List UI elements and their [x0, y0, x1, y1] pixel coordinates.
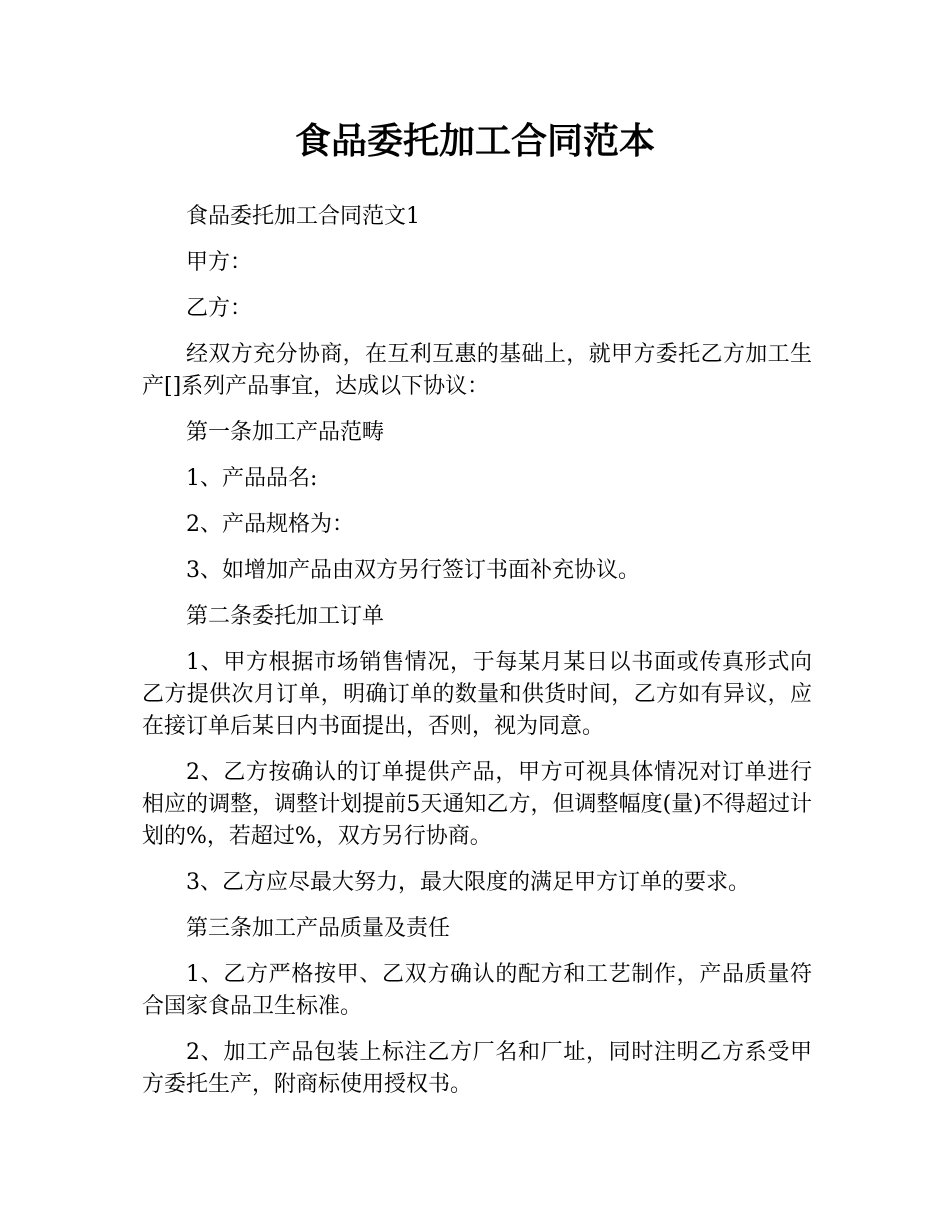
document-body [142, 201, 812, 1115]
document-title: 食品委托加工合同范本 [294, 121, 655, 162]
paragraph-heading: 食品委托加工合同范文1 [186, 204, 420, 229]
article-1-heading: 第一条加工产品范畴 [186, 420, 385, 445]
party-a-line: 甲方： [186, 250, 253, 275]
article-2-item-1: 1、甲方根据市场销售情况，于每某月某日以书面或传真形式向乙方提供次月订单，明确订单的数量和供货时间，乙方如有异议，应在接订单后某日内书面提出，否则，视为同意。 [142, 650, 812, 739]
article-3-heading: 第三条加工产品质量及责任 [186, 916, 451, 941]
article-3-item-1: 1、乙方严格按甲、乙双方确认的配方和工艺制作，产品质量符合国家食品卫生标准。 [142, 962, 812, 1019]
party-b-line: 乙方： [186, 296, 253, 321]
article-2-item-3: 3、乙方应尽最大努力，最大限度的满足甲方订单的要求。 [186, 870, 750, 895]
article-2-heading: 第二条委托加工订单 [186, 604, 385, 629]
article-1-item-3: 3、如增加产品由双方另行签订书面补充协议。 [186, 558, 640, 583]
article-2-item-2: 2、乙方按确认的订单提供产品，甲方可视具体情况对订单进行相应的调整，调整计划提前5天通知乙方，但调整幅度(量)不得超过计划的%，若超过%，双方另行协商。 [142, 760, 812, 849]
article-1-item-1: 1、产品品名: [186, 466, 318, 491]
preamble-paragraph: 经双方充分协商，在互利互惠的基础上，就甲方委托乙方加工生产[]系列产品事宜，达成以下协议： [142, 342, 812, 399]
article-3-item-2: 2、加工产品包装上标注乙方厂名和厂址，同时注明乙方系受甲方委托生产，附商标使用授权书。 [142, 1040, 812, 1097]
article-1-item-2: 2、产品规格为： [186, 512, 354, 537]
